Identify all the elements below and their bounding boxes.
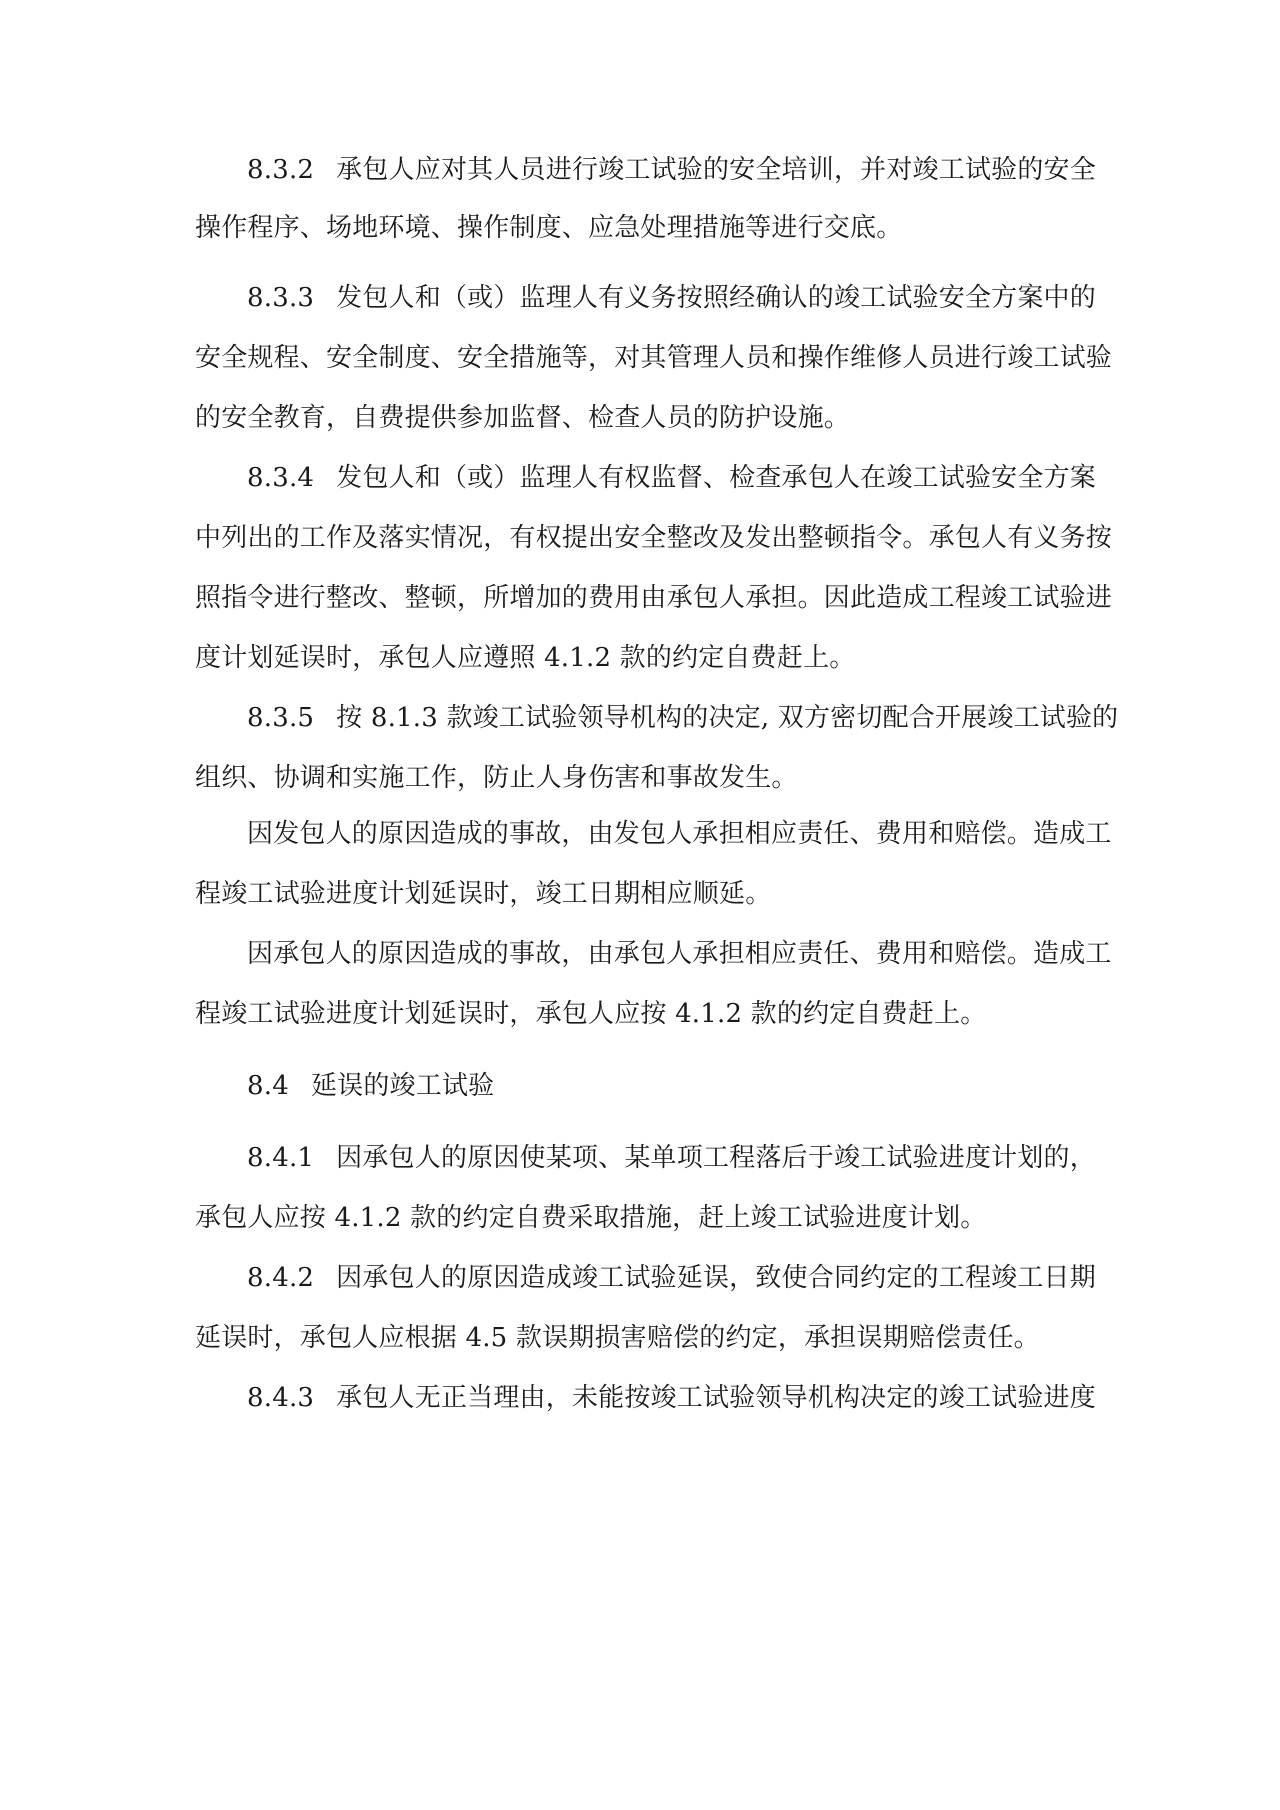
clause-8-3-3-line-1: 8.3.3 发包人和（或）监理人有义务按照经确认的竣工试验安全方案中的	[247, 283, 1096, 313]
paragraph-employer-fault-line-1: 因发包人的原因造成的事故，由发包人承担相应责任、费用和赔偿。造成工	[247, 819, 1112, 849]
paragraph-employer-fault-line-2: 程竣工试验进度计划延误时，竣工日期相应顺延。	[195, 879, 772, 909]
clause-8-4-1-line-1: 8.4.1 因承包人的原因使某项、某单项工程落后于竣工试验进度计划的，	[247, 1143, 1096, 1173]
clause-8-3-2-line-2: 操作程序、场地环境、操作制度、应急处理措施等进行交底。	[195, 213, 903, 243]
clause-8-3-5-line-1: 8.3.5 按 8.1.3 款竣工试验领导机构的决定, 双方密切配合开展竣工试验的	[247, 703, 1119, 733]
clause-8-3-4-line-4: 度计划延误时，承包人应遵照 4.1.2 款的约定自费赶上。	[195, 643, 856, 673]
paragraph-contractor-fault-line-2: 程竣工试验进度计划延误时，承包人应按 4.1.2 款的约定自费赶上。	[195, 999, 987, 1029]
clause-8-3-4-line-3: 照指令进行整改、整顿，所增加的费用由承包人承担。因此造成工程竣工试验进	[195, 583, 1113, 613]
clause-8-4-1-line-2: 承包人应按 4.1.2 款的约定自费采取措施，赶上竣工试验进度计划。	[195, 1203, 987, 1233]
clause-8-3-5-line-2: 组织、协调和实施工作，防止人身伤害和事故发生。	[195, 763, 798, 793]
paragraph-contractor-fault-line-1: 因承包人的原因造成的事故，由承包人承担相应责任、费用和赔偿。造成工	[247, 939, 1112, 969]
clause-8-3-2-line-1: 8.3.2 承包人应对其人员进行竣工试验的安全培训，并对竣工试验的安全	[247, 155, 1096, 185]
clause-8-3-3-line-2: 安全规程、安全制度、安全措施等，对其管理人员和操作维修人员进行竣工试验	[195, 343, 1113, 373]
clause-8-3-4-line-1: 8.3.4 发包人和（或）监理人有权监督、检查承包人在竣工试验安全方案	[247, 463, 1096, 493]
clause-8-4-2-line-1: 8.4.2 因承包人的原因造成竣工试验延误，致使合同约定的工程竣工日期	[247, 1263, 1096, 1293]
clause-8-3-3-line-3: 的安全教育，自费提供参加监督、检查人员的防护设施。	[195, 403, 851, 433]
clause-8-4-3-line-1: 8.4.3 承包人无正当理由，未能按竣工试验领导机构决定的竣工试验进度	[247, 1383, 1096, 1413]
clause-8-3-4-line-2: 中列出的工作及落实情况，有权提出安全整改及发出整顿指令。承包人有义务按	[195, 523, 1113, 553]
section-8-4-heading: 8.4 延误的竣工试验	[247, 1071, 495, 1101]
clause-8-4-2-line-2: 延误时，承包人应根据 4.5 款误期损害赔偿的约定，承担误期赔偿责任。	[195, 1323, 1040, 1353]
